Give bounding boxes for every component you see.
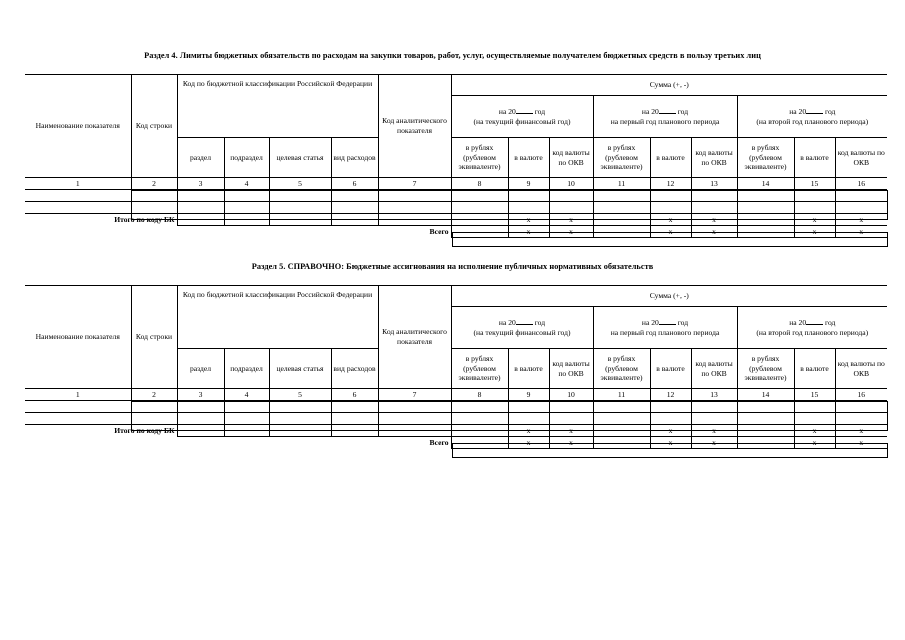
cell[interactable] bbox=[378, 425, 451, 437]
period-3-label: (на второй год планового периода) bbox=[756, 117, 869, 126]
cell[interactable] bbox=[794, 190, 835, 202]
header-val-2: в валюте bbox=[650, 138, 691, 178]
vsego-label: Всего bbox=[429, 226, 449, 236]
header-rub-2: в рублях (рублевом эквиваленте) bbox=[593, 138, 650, 178]
x-mark: x bbox=[794, 226, 835, 238]
col-num: 7 bbox=[378, 389, 451, 401]
col-num: 16 bbox=[835, 389, 887, 401]
header-rub-1: в рублях (рублевом эквиваленте) bbox=[451, 138, 508, 178]
cell[interactable] bbox=[737, 413, 794, 425]
year-prefix: на 20 bbox=[789, 107, 807, 117]
col-num: 1 bbox=[25, 178, 131, 190]
cell[interactable] bbox=[269, 401, 331, 413]
cell[interactable] bbox=[835, 190, 887, 202]
section-5-table bbox=[25, 285, 887, 449]
header-rub-3: в рублях (рублевом эквиваленте) bbox=[737, 349, 794, 389]
header-val-1: в валюте bbox=[508, 138, 549, 178]
header-code-line: Код строки bbox=[131, 75, 177, 178]
year-suffix: год bbox=[825, 107, 836, 117]
x-mark: x bbox=[691, 437, 737, 449]
header-period-1 bbox=[451, 307, 593, 349]
cell[interactable] bbox=[177, 202, 224, 214]
x-mark: x bbox=[650, 226, 691, 238]
cell[interactable] bbox=[378, 413, 451, 425]
year-blank bbox=[516, 106, 533, 114]
header-code-line: Код строки bbox=[131, 286, 177, 389]
itogo-row bbox=[25, 214, 887, 226]
itogo-row bbox=[25, 425, 887, 437]
col-num: 4 bbox=[224, 389, 269, 401]
year-blank bbox=[806, 106, 823, 114]
year-blank bbox=[659, 106, 676, 114]
header-sum: Сумма (+, -) bbox=[451, 286, 887, 307]
vsego-row bbox=[25, 226, 887, 238]
year-prefix: на 20 bbox=[498, 318, 516, 328]
col-num: 1 bbox=[25, 389, 131, 401]
cell[interactable] bbox=[378, 401, 451, 413]
header-podrazdel: подраздел bbox=[224, 349, 269, 389]
cell[interactable] bbox=[737, 214, 794, 226]
x-mark: x bbox=[549, 226, 593, 238]
x-mark: x bbox=[691, 226, 737, 238]
cell[interactable] bbox=[451, 413, 508, 425]
column-numbers-row bbox=[25, 389, 887, 401]
cell[interactable] bbox=[691, 401, 737, 413]
x-mark: x bbox=[549, 425, 593, 437]
cell[interactable] bbox=[794, 202, 835, 214]
cell[interactable] bbox=[737, 202, 794, 214]
table-row bbox=[25, 413, 887, 425]
cell[interactable] bbox=[224, 202, 269, 214]
col-num: 15 bbox=[794, 389, 835, 401]
x-mark: x bbox=[835, 226, 887, 238]
cell[interactable] bbox=[177, 190, 224, 202]
column-numbers-row bbox=[25, 178, 887, 190]
table-row bbox=[25, 190, 887, 202]
cell[interactable] bbox=[691, 413, 737, 425]
header-razdel: раздел bbox=[177, 349, 224, 389]
cell[interactable] bbox=[131, 401, 177, 413]
cell[interactable] bbox=[331, 214, 378, 226]
header-rub-2: в рублях (рублевом эквиваленте) bbox=[593, 349, 650, 389]
cell[interactable] bbox=[737, 226, 794, 238]
header-val-2: в валюте bbox=[650, 349, 691, 389]
col-num: 14 bbox=[737, 178, 794, 190]
cell[interactable] bbox=[131, 413, 177, 425]
cell[interactable] bbox=[593, 214, 650, 226]
year-suffix: год bbox=[825, 318, 836, 328]
header-val-3: в валюте bbox=[794, 349, 835, 389]
cell[interactable] bbox=[451, 202, 508, 214]
cell[interactable] bbox=[650, 190, 691, 202]
x-mark: x bbox=[794, 425, 835, 437]
header-expense-type: вид расходов bbox=[331, 349, 378, 389]
cell[interactable] bbox=[224, 425, 269, 437]
header-target: целевая статья bbox=[269, 349, 331, 389]
x-mark: x bbox=[549, 437, 593, 449]
itogo-label: Итого по коду БК bbox=[114, 425, 175, 435]
year-prefix: на 20 bbox=[641, 318, 659, 328]
section-5-title: Раздел 5. СПРАВОЧНО: Бюджетные ассигнования на исполнение публичных нормативных обязательств bbox=[251, 262, 654, 271]
col-num: 9 bbox=[508, 178, 549, 190]
header-bk-group: Код по бюджетной классификации Российской Федерации bbox=[177, 75, 378, 138]
cell[interactable] bbox=[691, 190, 737, 202]
header-period-3 bbox=[737, 96, 887, 138]
col-num: 2 bbox=[131, 389, 177, 401]
col-num: 9 bbox=[508, 389, 549, 401]
col-num: 6 bbox=[331, 178, 378, 190]
header-bk-group: Код по бюджетной классификации Российской Федерации bbox=[177, 286, 378, 349]
year-suffix: год bbox=[534, 318, 546, 328]
header-razdel: раздел bbox=[177, 138, 224, 178]
x-mark: x bbox=[691, 214, 737, 226]
table-row bbox=[25, 202, 887, 214]
year-suffix: год bbox=[534, 107, 546, 117]
cell[interactable] bbox=[737, 437, 794, 449]
header-name: Наименование показателя bbox=[25, 75, 131, 178]
cell[interactable] bbox=[269, 214, 331, 226]
cell[interactable] bbox=[593, 425, 650, 437]
cell[interactable] bbox=[378, 202, 451, 214]
vsego-row bbox=[25, 437, 887, 449]
itogo-label: Итого по коду БК bbox=[114, 214, 175, 224]
header-period-3 bbox=[737, 307, 887, 349]
x-mark: x bbox=[650, 437, 691, 449]
cell[interactable] bbox=[224, 413, 269, 425]
cell[interactable] bbox=[331, 401, 378, 413]
x-mark: x bbox=[508, 437, 549, 449]
header-val-1: в валюте bbox=[508, 349, 549, 389]
cell[interactable] bbox=[794, 413, 835, 425]
header-okv-3: код валюты по ОКВ bbox=[835, 349, 887, 389]
cell[interactable] bbox=[224, 214, 269, 226]
cell[interactable] bbox=[331, 202, 378, 214]
col-num: 6 bbox=[331, 389, 378, 401]
x-mark: x bbox=[508, 226, 549, 238]
cell[interactable] bbox=[737, 190, 794, 202]
period-2-label: на первый год планового периода bbox=[610, 117, 720, 126]
x-mark: x bbox=[794, 214, 835, 226]
header-rub-1: в рублях (рублевом эквиваленте) bbox=[451, 349, 508, 389]
table-row bbox=[25, 401, 887, 413]
header-expense-type: вид расходов bbox=[331, 138, 378, 178]
cell[interactable] bbox=[835, 413, 887, 425]
col-num: 16 bbox=[835, 178, 887, 190]
year-suffix: год bbox=[677, 318, 689, 328]
x-mark: x bbox=[508, 425, 549, 437]
col-num: 8 bbox=[451, 389, 508, 401]
cell[interactable] bbox=[378, 190, 451, 202]
x-mark: x bbox=[835, 437, 887, 449]
cell[interactable] bbox=[650, 202, 691, 214]
cell[interactable] bbox=[691, 202, 737, 214]
period-1-label: (на текущий финансовый год) bbox=[473, 328, 571, 337]
year-prefix: на 20 bbox=[641, 107, 659, 117]
cell[interactable] bbox=[508, 401, 549, 413]
x-mark: x bbox=[549, 214, 593, 226]
col-num: 14 bbox=[737, 389, 794, 401]
cell[interactable] bbox=[177, 413, 224, 425]
col-num: 3 bbox=[177, 178, 224, 190]
cell[interactable] bbox=[25, 413, 131, 425]
cell[interactable] bbox=[549, 401, 593, 413]
section-4-table bbox=[25, 74, 887, 238]
cell[interactable] bbox=[549, 190, 593, 202]
cell[interactable] bbox=[269, 202, 331, 214]
cell[interactable] bbox=[835, 401, 887, 413]
header-okv-3: код валюты по ОКВ bbox=[835, 138, 887, 178]
cell[interactable] bbox=[650, 401, 691, 413]
x-mark: x bbox=[835, 214, 887, 226]
header-okv-2: код валюты по ОКВ bbox=[691, 138, 737, 178]
cell[interactable] bbox=[593, 401, 650, 413]
col-num: 15 bbox=[794, 178, 835, 190]
cell[interactable] bbox=[131, 190, 177, 202]
header-period-2 bbox=[593, 96, 737, 138]
cell[interactable] bbox=[451, 401, 508, 413]
col-num: 3 bbox=[177, 389, 224, 401]
cell[interactable] bbox=[549, 413, 593, 425]
cell[interactable] bbox=[549, 202, 593, 214]
cell[interactable] bbox=[451, 190, 508, 202]
cell[interactable] bbox=[451, 437, 508, 449]
cell[interactable] bbox=[835, 202, 887, 214]
col-num: 10 bbox=[549, 389, 593, 401]
x-mark: x bbox=[650, 214, 691, 226]
header-period-1 bbox=[451, 96, 593, 138]
year-blank bbox=[516, 317, 533, 325]
cell[interactable] bbox=[269, 425, 331, 437]
cell[interactable] bbox=[224, 190, 269, 202]
cell[interactable] bbox=[25, 190, 131, 202]
x-mark: x bbox=[691, 425, 737, 437]
cell[interactable] bbox=[131, 202, 177, 214]
cell[interactable] bbox=[177, 425, 224, 437]
cell[interactable] bbox=[269, 190, 331, 202]
col-num: 10 bbox=[549, 178, 593, 190]
year-suffix: год bbox=[677, 107, 689, 117]
header-rub-3: в рублях (рублевом эквиваленте) bbox=[737, 138, 794, 178]
cell[interactable] bbox=[378, 214, 451, 226]
cell[interactable] bbox=[508, 413, 549, 425]
x-mark: x bbox=[835, 425, 887, 437]
header-analytic: Код аналитического показателя bbox=[378, 75, 451, 178]
period-1-label: (на текущий финансовый год) bbox=[473, 117, 571, 126]
header-okv-1: код валюты по ОКВ bbox=[549, 138, 593, 178]
cell[interactable] bbox=[650, 413, 691, 425]
cell[interactable] bbox=[593, 437, 650, 449]
header-val-3: в валюте bbox=[794, 138, 835, 178]
cell[interactable] bbox=[794, 401, 835, 413]
cell[interactable] bbox=[224, 401, 269, 413]
cell[interactable] bbox=[593, 202, 650, 214]
col-num: 7 bbox=[378, 178, 451, 190]
cell[interactable] bbox=[593, 190, 650, 202]
cell[interactable] bbox=[331, 190, 378, 202]
cell[interactable] bbox=[25, 202, 131, 214]
x-mark: x bbox=[508, 214, 549, 226]
col-num: 11 bbox=[593, 178, 650, 190]
cell[interactable] bbox=[451, 226, 508, 238]
period-2-label: на первый год планового периода bbox=[610, 328, 720, 337]
cell[interactable] bbox=[331, 425, 378, 437]
col-num: 13 bbox=[691, 389, 737, 401]
header-name: Наименование показателя bbox=[25, 286, 131, 389]
col-num: 12 bbox=[650, 389, 691, 401]
year-blank bbox=[806, 317, 823, 325]
col-num: 2 bbox=[131, 178, 177, 190]
cell[interactable] bbox=[177, 401, 224, 413]
period-3-label: (на второй год планового периода) bbox=[756, 328, 869, 337]
cell[interactable] bbox=[331, 413, 378, 425]
col-num: 5 bbox=[269, 178, 331, 190]
header-period-2 bbox=[593, 307, 737, 349]
x-mark: x bbox=[794, 437, 835, 449]
header-target: целевая статья bbox=[269, 138, 331, 178]
header-analytic: Код аналитического показателя bbox=[378, 286, 451, 389]
section-4-title: Раздел 4. Лимиты бюджетных обязательств по расходам на закупки товаров, работ, услуг, осуществляемые получателем бюджетных средств в пользу третьих лиц bbox=[144, 51, 761, 60]
col-num: 12 bbox=[650, 178, 691, 190]
cell[interactable] bbox=[508, 202, 549, 214]
cell[interactable] bbox=[593, 226, 650, 238]
vsego-label: Всего bbox=[429, 437, 449, 447]
header-okv-1: код валюты по ОКВ bbox=[549, 349, 593, 389]
col-num: 5 bbox=[269, 389, 331, 401]
x-mark: x bbox=[650, 425, 691, 437]
cell[interactable] bbox=[177, 214, 224, 226]
col-num: 11 bbox=[593, 389, 650, 401]
cell[interactable] bbox=[451, 425, 508, 437]
header-okv-2: код валюты по ОКВ bbox=[691, 349, 737, 389]
year-prefix: на 20 bbox=[498, 107, 516, 117]
col-num: 8 bbox=[451, 178, 508, 190]
cell[interactable] bbox=[25, 401, 131, 413]
cell[interactable] bbox=[508, 190, 549, 202]
cell[interactable] bbox=[593, 413, 650, 425]
cell[interactable] bbox=[269, 413, 331, 425]
year-prefix: на 20 bbox=[789, 318, 807, 328]
header-sum: Сумма (+, -) bbox=[451, 75, 887, 96]
col-num: 4 bbox=[224, 178, 269, 190]
col-num: 13 bbox=[691, 178, 737, 190]
header-podrazdel: подраздел bbox=[224, 138, 269, 178]
cell[interactable] bbox=[737, 425, 794, 437]
cell[interactable] bbox=[737, 401, 794, 413]
cell[interactable] bbox=[451, 214, 508, 226]
year-blank bbox=[659, 317, 676, 325]
